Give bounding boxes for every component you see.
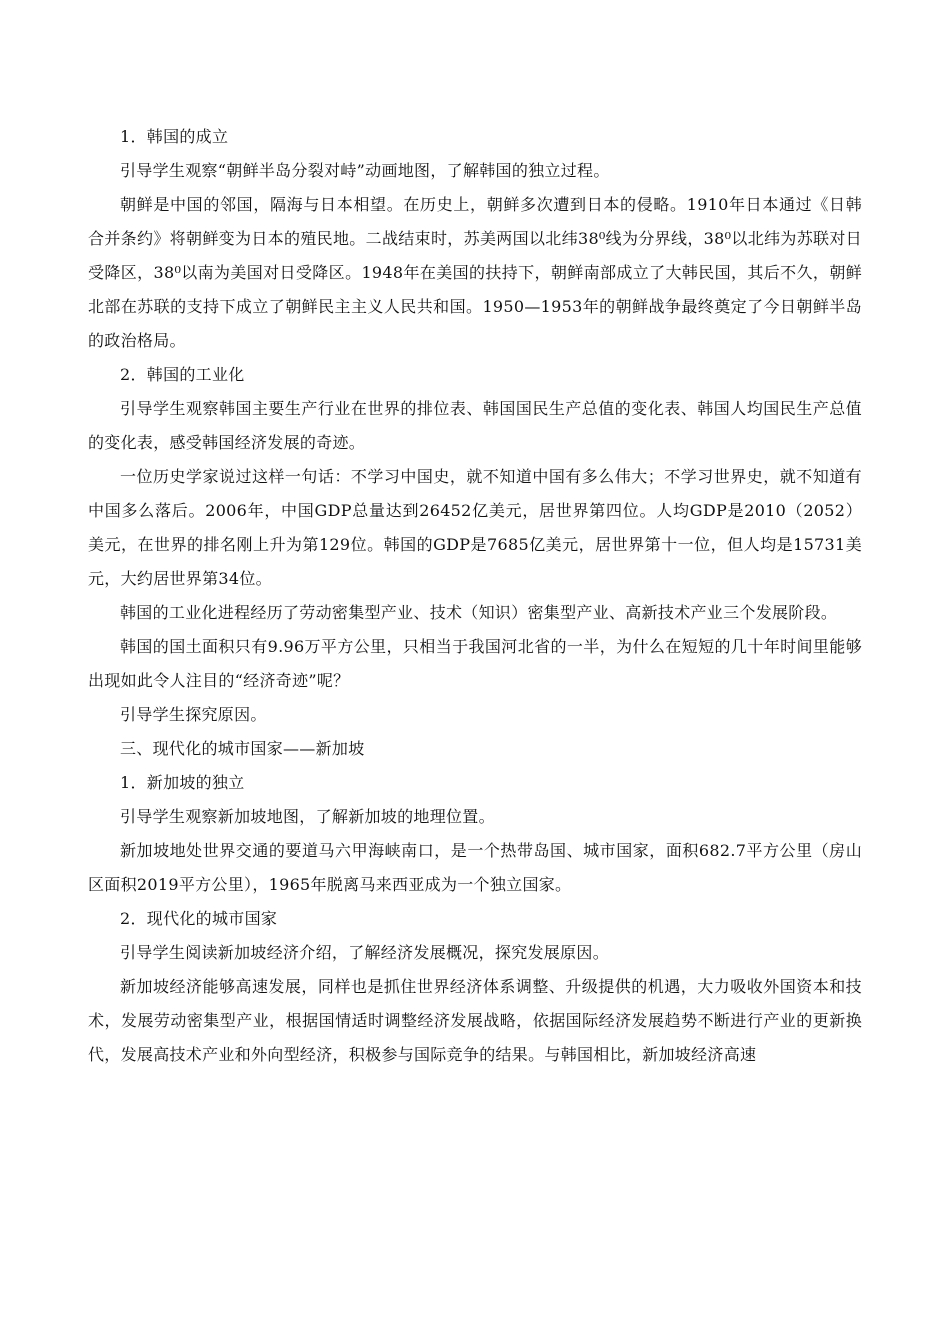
paragraph: 引导学生观察“朝鲜半岛分裂对峙”动画地图，了解韩国的独立过程。 — [120, 161, 610, 180]
section-heading-singapore-independence: 1．新加坡的独立 — [120, 773, 245, 792]
paragraph: 引导学生探究原因。 — [120, 705, 267, 724]
document-body — [88, 120, 862, 1072]
section-heading-korea-founding: 1．韩国的成立 — [120, 127, 229, 146]
paragraph: 韩国的工业化进程经历了劳动密集型产业、技术（知识）密集型产业、高新技术产业三个发展阶段。 — [120, 603, 838, 622]
paragraph: 引导学生阅读新加坡经济介绍，了解经济发展概况，探究发展原因。 — [120, 943, 610, 962]
section-heading-korea-industrialization: 2．韩国的工业化 — [120, 365, 245, 384]
paragraph: 一位历史学家说过这样一句话：不学习中国史，就不知道中国有多么伟大；不学习世界史，就不知道有中国多么落后。2006年，中国GDP总量达到26452亿美元，居世界第四位。人均GDP是2010（2052）美元，在世界的排名刚上升为第129位。韩国的GDP是7685亿美元，居世界第十一位，但人均是15731美元，大约居世界第34位。 — [88, 467, 862, 588]
paragraph: 朝鲜是中国的邻国，隔海与日本相望。在历史上，朝鲜多次遭到日本的侵略。1910年日本通过《日韩合并条约》将朝鲜变为日本的殖民地。二战结束时，苏美两国以北纬38⁰线为分界线，38⁰以北纬为苏联对日受降区，38⁰以南为美国对日受降区。1948年在美国的扶持下，朝鲜南部成立了大韩民国，其后不久，朝鲜北部在苏联的支持下成立了朝鲜民主主义人民共和国。1950—1953年的朝鲜战争最终奠定了今日朝鲜半岛的政治格局。 — [88, 195, 862, 350]
section-heading-singapore: 三、现代化的城市国家——新加坡 — [120, 739, 365, 758]
paragraph: 引导学生观察韩国主要生产行业在世界的排位表、韩国国民生产总值的变化表、韩国人均国民生产总值的变化表，感受韩国经济发展的奇迹。 — [88, 399, 862, 452]
paragraph: 新加坡地处世界交通的要道马六甲海峡南口，是一个热带岛国、城市国家，面积682.7平方公里（房山区面积2019平方公里），1965年脱离马来西亚成为一个独立国家。 — [88, 841, 862, 894]
paragraph: 引导学生观察新加坡地图，了解新加坡的地理位置。 — [120, 807, 495, 826]
paragraph: 新加坡经济能够高速发展，同样也是抓住世界经济体系调整、升级提供的机遇，大力吸收外国资本和技术，发展劳动密集型产业，根据国情适时调整经济发展战略，依据国际经济发展趋势不断进行产业的更新换代，发展高技术产业和外向型经济，积极参与国际竞争的结果。与韩国相比，新加坡经济高速 — [88, 977, 862, 1064]
paragraph: 韩国的国土面积只有9.96万平方公里，只相当于我国河北省的一半，为什么在短短的几十年时间里能够出现如此令人注目的“经济奇迹”呢？ — [88, 637, 862, 690]
section-heading-singapore-modern-city: 2．现代化的城市国家 — [120, 909, 278, 928]
